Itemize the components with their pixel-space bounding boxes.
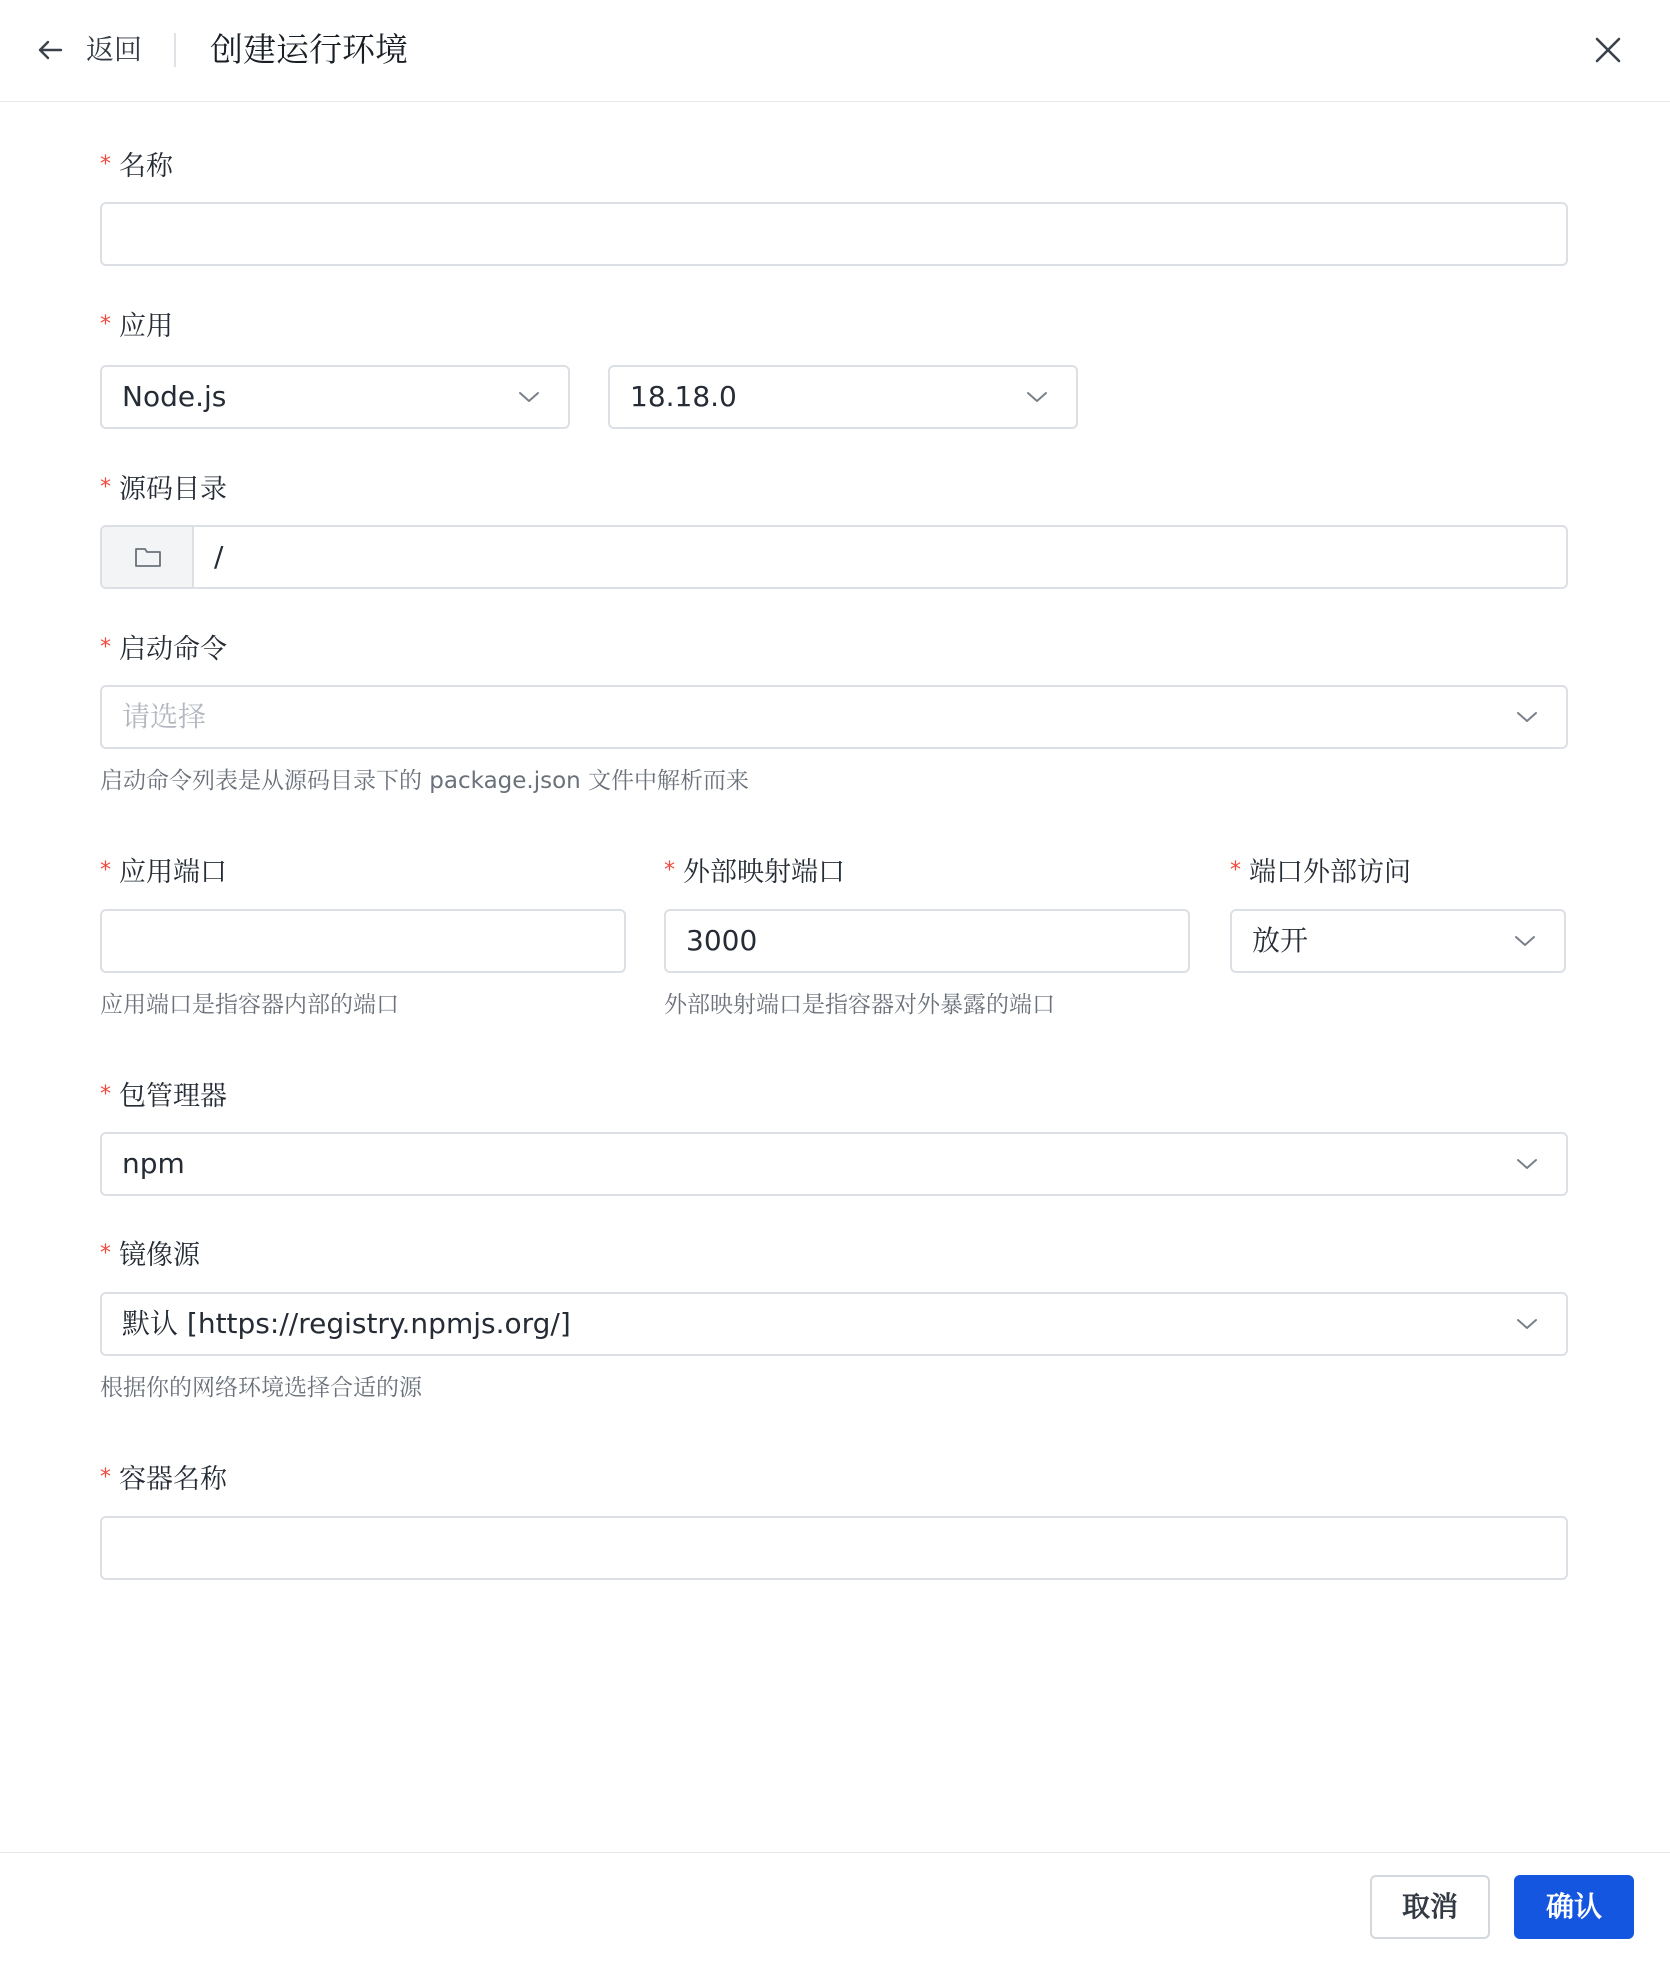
cancel-button[interactable]: 取消 (1370, 1875, 1490, 1939)
app-runtime-select[interactable] (100, 365, 570, 429)
port-access-select[interactable] (1230, 909, 1566, 973)
app-port-label: * 应用端口 (100, 857, 227, 888)
arrow-left-icon[interactable] (34, 34, 66, 66)
required-mark: * (100, 1082, 111, 1107)
registry-label: * 镜像源 (100, 1240, 200, 1271)
required-mark: * (100, 635, 111, 660)
external-port-input[interactable] (664, 909, 1190, 973)
start-command-help: 启动命令列表是从源码目录下的 package.json 文件中解析而来 (100, 768, 750, 794)
external-port-help: 外部映射端口是指容器对外暴露的端口 (664, 992, 1055, 1018)
required-mark: * (100, 858, 111, 883)
app-label: * 应用 (100, 311, 173, 342)
source-dir-value: / (214, 540, 224, 573)
external-port-label: * 外部映射端口 (664, 857, 845, 888)
start-command-label: * 启动命令 (100, 634, 227, 665)
app-version-value: 18.18.0 (630, 380, 737, 413)
app-version-select[interactable] (608, 365, 1078, 429)
app-runtime-value: Node.js (122, 380, 227, 413)
start-command-placeholder: 请选择 (122, 700, 207, 733)
required-mark: * (100, 312, 111, 337)
page-footer (0, 1852, 1670, 1964)
external-port-value: 3000 (686, 924, 758, 957)
source-dir-input[interactable] (100, 525, 1568, 589)
folder-picker-button[interactable] (102, 527, 194, 587)
required-mark: * (664, 858, 675, 883)
required-mark: * (1230, 858, 1241, 883)
chevron-down-icon (1516, 1316, 1538, 1332)
page-header (0, 0, 1670, 102)
name-label: * 名称 (100, 151, 173, 182)
registry-value: 默认 [https://registry.npmjs.org/] (122, 1307, 571, 1340)
container-name-input[interactable] (100, 1516, 1568, 1580)
required-mark: * (100, 475, 111, 500)
source-dir-label: * 源码目录 (100, 474, 227, 505)
close-icon[interactable] (1590, 32, 1626, 68)
package-manager-select[interactable] (100, 1132, 1568, 1196)
name-input[interactable] (100, 202, 1568, 266)
header-divider (174, 33, 176, 67)
start-command-select[interactable] (100, 685, 1568, 749)
package-manager-label: * 包管理器 (100, 1081, 227, 1112)
required-mark: * (100, 1241, 111, 1266)
container-name-label: * 容器名称 (100, 1464, 227, 1495)
app-port-input[interactable] (100, 909, 626, 973)
port-access-label: * 端口外部访问 (1230, 857, 1411, 888)
chevron-down-icon (1516, 709, 1538, 725)
chevron-down-icon (1516, 1156, 1538, 1172)
required-mark: * (100, 152, 111, 177)
app-port-help: 应用端口是指容器内部的端口 (100, 992, 399, 1018)
chevron-down-icon (1514, 933, 1536, 949)
back-button[interactable]: 返回 (86, 33, 143, 66)
page-title: 创建运行环境 (210, 30, 408, 69)
registry-select[interactable] (100, 1292, 1568, 1356)
registry-help: 根据你的网络环境选择合适的源 (100, 1375, 422, 1401)
required-mark: * (100, 1465, 111, 1490)
chevron-down-icon (1026, 389, 1048, 405)
folder-icon (134, 545, 162, 569)
chevron-down-icon (518, 389, 540, 405)
port-access-value: 放开 (1252, 924, 1309, 957)
confirm-button[interactable]: 确认 (1514, 1875, 1634, 1939)
package-manager-value: npm (122, 1147, 185, 1180)
